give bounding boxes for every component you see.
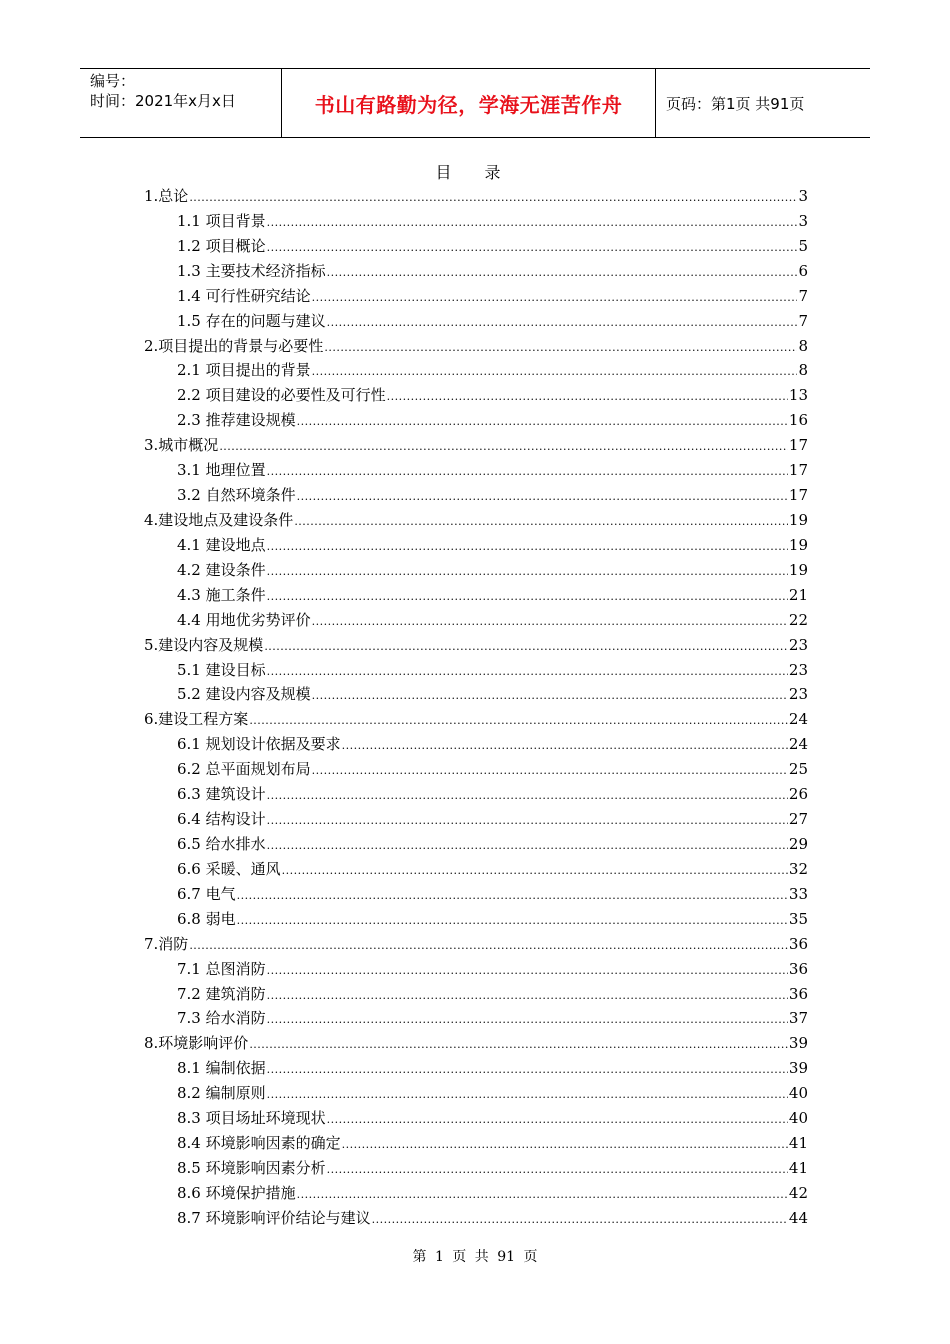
toc-entry-label: 6.5 给水排水 (177, 834, 266, 853)
toc-entry[interactable] (144, 558, 808, 583)
toc-entry[interactable] (144, 508, 808, 533)
toc-entry-label: 2.1 项目提出的背景 (177, 361, 311, 380)
toc-entry-label: 6.1 规划设计依据及要求 (177, 735, 341, 754)
toc-entry-label: 8.环境影响评价 (144, 1034, 249, 1053)
toc-leader-dots (267, 784, 788, 809)
toc-entry-label: 1.1 项目背景 (177, 211, 266, 230)
toc-entry[interactable] (144, 1081, 808, 1106)
toc-entry[interactable] (144, 284, 808, 309)
toc-entry-page: 22 (788, 610, 808, 629)
toc-entry-page: 33 (788, 884, 808, 903)
toc-entry[interactable] (144, 907, 808, 932)
toc-entry-label: 6.7 电气 (177, 884, 236, 903)
toc-entry-label: 8.7 环境影响评价结论与建议 (177, 1208, 371, 1227)
page-header (80, 68, 870, 138)
toc-entry-label: 4.2 建设条件 (177, 560, 266, 579)
toc-leader-dots (249, 1033, 788, 1058)
toc-entry-label: 3.1 地理位置 (177, 461, 266, 480)
toc-entry[interactable] (144, 682, 808, 707)
toc-leader-dots (372, 1208, 788, 1233)
toc-leader-dots (297, 410, 788, 435)
toc-leader-dots (264, 635, 788, 660)
header-meta (80, 69, 282, 137)
toc-leader-dots (312, 759, 788, 784)
toc-entry[interactable] (144, 408, 808, 433)
toc-entry[interactable] (144, 483, 808, 508)
toc-leader-dots (267, 834, 788, 859)
toc-leader-dots (297, 485, 788, 510)
toc-entry-label: 1.5 存在的问题与建议 (177, 311, 326, 330)
toc-entry-label: 6.3 建筑设计 (177, 785, 266, 804)
toc-leader-dots (267, 959, 788, 984)
toc-entry-label: 2.3 推荐建设规模 (177, 411, 296, 430)
toc-leader-dots (312, 360, 798, 385)
toc-entry-page: 17 (788, 486, 808, 505)
toc-entry-label: 8.4 环境影响因素的确定 (177, 1134, 341, 1153)
toc-entry-page: 41 (788, 1134, 808, 1153)
toc-entry-page: 40 (788, 1109, 808, 1128)
toc-entry-label: 8.2 编制原则 (177, 1084, 266, 1103)
toc-entry[interactable] (144, 1156, 808, 1181)
toc-leader-dots (267, 460, 788, 485)
toc-entry-page: 29 (788, 834, 808, 853)
document-date: 时间：2021年x月x日 (90, 92, 236, 110)
toc-entry-page: 3 (798, 211, 808, 230)
toc-entry-page: 25 (788, 760, 808, 779)
toc-entry[interactable] (144, 334, 808, 359)
toc-leader-dots (327, 311, 798, 336)
toc-entry-label: 6.2 总平面规划布局 (177, 760, 311, 779)
toc-entry-page: 24 (788, 735, 808, 754)
toc-entry-label: 1.总论 (144, 187, 189, 205)
toc-entry[interactable] (144, 533, 808, 558)
toc-entry-page: 40 (788, 1084, 808, 1103)
toc-entry[interactable] (144, 209, 808, 234)
toc-leader-dots (297, 1183, 788, 1208)
toc-entry-page: 8 (798, 361, 808, 380)
toc-entry[interactable] (144, 1031, 808, 1056)
toc-entry-page: 5 (798, 236, 808, 255)
document-number: 编号： (90, 72, 136, 90)
toc-entry[interactable] (144, 832, 808, 857)
toc-entry-label: 8.1 编制依据 (177, 1059, 266, 1078)
toc-entry-page: 39 (788, 1034, 808, 1053)
toc-entry[interactable] (144, 707, 808, 732)
toc-entry-label: 5.1 建设目标 (177, 660, 266, 679)
toc-entry-page: 19 (788, 560, 808, 579)
toc-entry-page: 13 (788, 386, 808, 405)
toc-entry-page: 19 (788, 510, 808, 529)
toc-entry-page: 26 (788, 785, 808, 804)
toc-entry-page: 44 (788, 1208, 808, 1227)
toc-entry[interactable] (144, 882, 808, 907)
toc-entry[interactable] (144, 857, 808, 882)
toc-entry[interactable] (144, 957, 808, 982)
toc-leader-dots (327, 1158, 788, 1183)
toc-entry-page: 17 (788, 436, 808, 455)
toc-entry[interactable] (144, 1106, 808, 1131)
toc-entry[interactable] (144, 184, 808, 209)
toc-entry-label: 3.城市概况 (144, 436, 219, 455)
toc-entry-page: 16 (788, 411, 808, 430)
toc-leader-dots (267, 236, 798, 261)
toc-entry[interactable] (144, 583, 808, 608)
toc-entry-page: 21 (788, 585, 808, 604)
toc-leader-dots (267, 585, 788, 610)
toc-entry[interactable] (144, 1056, 808, 1081)
toc-entry[interactable] (144, 1181, 808, 1206)
toc-entry[interactable] (144, 732, 808, 757)
toc-entry-label: 1.3 主要技术经济指标 (177, 261, 326, 280)
toc-leader-dots (267, 211, 798, 236)
toc-leader-dots (267, 535, 788, 560)
toc-leader-dots (267, 809, 788, 834)
toc-entry-label: 2.项目提出的背景与必要性 (144, 336, 324, 355)
toc-leader-dots (249, 709, 788, 734)
toc-entry-label: 4.4 用地优劣势评价 (177, 610, 311, 629)
toc-entry-page: 6 (798, 261, 808, 280)
toc-leader-dots (189, 934, 788, 959)
toc-entry-page: 42 (788, 1183, 808, 1202)
toc-entry[interactable] (144, 982, 808, 1007)
toc-entry-page: 7 (798, 311, 808, 330)
toc-leader-dots (327, 1108, 788, 1133)
toc-leader-dots (237, 884, 788, 909)
toc-leader-dots (267, 1083, 788, 1108)
toc-entry-page: 32 (788, 859, 808, 878)
toc-entry-label: 6.8 弱电 (177, 909, 236, 928)
toc-leader-dots (267, 1008, 788, 1033)
toc-entry-page: 36 (788, 984, 808, 1003)
toc-entry-label: 7.消防 (144, 934, 189, 953)
toc-entry[interactable] (144, 932, 808, 957)
toc-leader-dots (312, 684, 788, 709)
toc-entry[interactable] (144, 259, 808, 284)
toc-entry-page: 36 (788, 934, 808, 953)
page-footer: 第 1 页 共 91 页 (412, 1249, 538, 1265)
toc-entry-page: 8 (798, 336, 808, 355)
toc-entry[interactable] (144, 1206, 808, 1231)
toc-entry-label: 3.2 自然环境条件 (177, 486, 296, 505)
toc-entry[interactable] (144, 1006, 808, 1031)
toc-entry-page: 7 (798, 286, 808, 305)
toc-leader-dots (267, 984, 788, 1009)
toc-entry[interactable] (144, 658, 808, 683)
toc-leader-dots (312, 286, 798, 311)
toc-leader-dots (237, 909, 788, 934)
toc-leader-dots (387, 385, 788, 410)
toc-entry-page: 23 (788, 660, 808, 679)
toc-leader-dots (267, 1058, 788, 1083)
toc-leader-dots (324, 336, 797, 361)
toc-leader-dots (294, 510, 788, 535)
toc-entry-label: 7.3 给水消防 (177, 1009, 266, 1028)
toc-entry[interactable] (144, 757, 808, 782)
toc-entry[interactable] (144, 358, 808, 383)
toc-entry[interactable] (144, 234, 808, 259)
toc-entry-label: 8.3 项目场址环境现状 (177, 1109, 326, 1128)
toc-entry-label: 8.6 环境保护措施 (177, 1183, 296, 1202)
toc-entry[interactable] (144, 433, 808, 458)
toc-entry-label: 5.2 建设内容及规模 (177, 685, 311, 704)
toc-entry[interactable] (144, 1131, 808, 1156)
toc-entry[interactable] (144, 807, 808, 832)
toc-entry-label: 6.建设工程方案 (144, 710, 249, 729)
toc-entry-label: 2.2 项目建设的必要性及可行性 (177, 386, 386, 405)
toc-entry[interactable] (144, 383, 808, 408)
toc-entry-label: 6.4 结构设计 (177, 810, 266, 829)
toc-entry-page: 39 (788, 1059, 808, 1078)
toc-entry[interactable] (144, 608, 808, 633)
toc-leader-dots (327, 261, 798, 286)
toc-entry-label: 7.2 建筑消防 (177, 984, 266, 1003)
toc-leader-dots (219, 435, 788, 460)
header-page-info: 页码：第1页 共91页 (666, 94, 805, 113)
toc-entry-label: 7.1 总图消防 (177, 959, 266, 978)
toc-entry-page: 17 (788, 461, 808, 480)
toc-leader-dots (282, 859, 788, 884)
toc-entry-page: 41 (788, 1158, 808, 1177)
toc-entry-page: 24 (788, 710, 808, 729)
toc-leader-dots (267, 660, 788, 685)
toc-entry-label: 1.2 项目概论 (177, 236, 266, 255)
toc-entry-label: 4.建设地点及建设条件 (144, 510, 294, 529)
toc-entry[interactable] (144, 782, 808, 807)
toc-entry-label: 4.3 施工条件 (177, 585, 266, 604)
toc-leader-dots (189, 186, 797, 211)
toc-entry-page: 23 (788, 635, 808, 654)
toc-entry-page: 23 (788, 685, 808, 704)
toc-entry-label: 1.4 可行性研究结论 (177, 286, 311, 305)
toc-entry-label: 4.1 建设地点 (177, 535, 266, 554)
table-of-contents (144, 184, 808, 1231)
toc-entry-page: 37 (788, 1009, 808, 1028)
toc-entry-label: 5.建设内容及规模 (144, 635, 264, 654)
toc-leader-dots (267, 560, 788, 585)
toc-entry-page: 19 (788, 535, 808, 554)
toc-title: 目 录 (435, 163, 515, 182)
toc-entry-page: 27 (788, 810, 808, 829)
toc-entry-page: 36 (788, 959, 808, 978)
toc-entry[interactable] (144, 633, 808, 658)
toc-leader-dots (342, 1133, 788, 1158)
toc-entry[interactable] (144, 458, 808, 483)
toc-entry-label: 8.5 环境影响因素分析 (177, 1158, 326, 1177)
toc-entry-page: 3 (798, 187, 808, 205)
toc-leader-dots (312, 610, 788, 635)
header-motto: 书山有路勤为径，学海无涯苦作舟 (282, 69, 656, 137)
toc-entry-page: 35 (788, 909, 808, 928)
toc-entry[interactable] (144, 309, 808, 334)
toc-entry-label: 6.6 采暖、通风 (177, 859, 281, 878)
toc-leader-dots (342, 734, 788, 759)
